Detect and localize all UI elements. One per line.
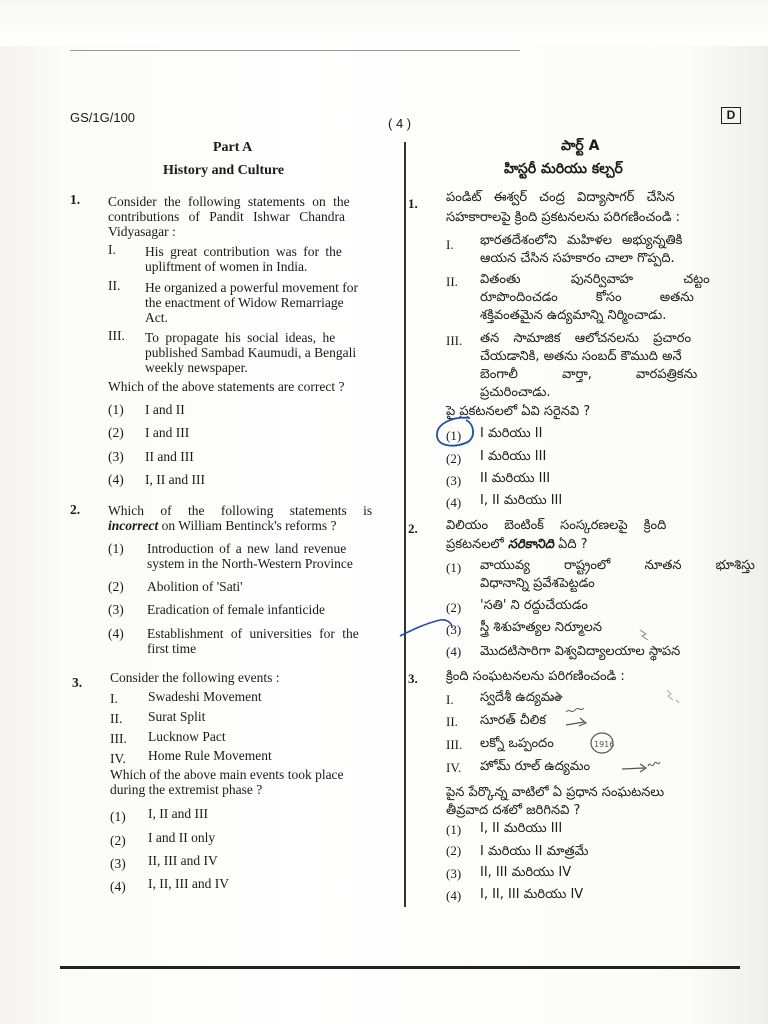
question-prompt: తీవ్రవాద దశలో జరిగినవి ? (446, 803, 581, 818)
emphasis-word: సరికానిది (507, 537, 554, 552)
event-number: I. (110, 691, 118, 706)
part-title: పార్ట్ A (561, 138, 600, 154)
option-number: (4) (110, 879, 126, 894)
option-number: (2) (108, 579, 124, 594)
statement-text: రూపొందించడం కోసం అతను (480, 290, 694, 305)
event-number: III. (446, 737, 463, 752)
question-number: 2. (408, 521, 418, 536)
option-number: (4) (446, 644, 462, 659)
option-number: (3) (446, 473, 462, 488)
pencil-scribble-mark (648, 762, 660, 766)
option-text: I and II (145, 402, 185, 417)
option-text: I, II and III (148, 806, 208, 821)
option-text: II మరియు III (480, 471, 551, 486)
option-number: (2) (446, 451, 462, 466)
question-text: Consider the following events : (110, 670, 280, 685)
question-prompt: Which of the above statements are correct ? (108, 379, 345, 394)
option-text: first time (147, 641, 197, 656)
pencil-scribble-mark (566, 708, 584, 712)
statement-text: the enactment of Widow Remarriage (145, 295, 344, 310)
question-text: విలియం బెంటింక్ సంస్కరణలపై క్రింది (446, 518, 667, 533)
question-number: 1. (70, 192, 81, 207)
option-number: (1) (110, 809, 126, 824)
option-number: (4) (108, 626, 124, 641)
option-number: (3) (446, 622, 462, 637)
question-prompt: Which of the above main events took place (110, 767, 344, 782)
set-label-box: D (721, 107, 741, 124)
statement-text: upliftment of women in India. (145, 259, 308, 274)
question-text: క్రింది సంఘటనలను పరిగణించండి : (446, 669, 625, 684)
statement-text: weekly newspaper. (145, 360, 248, 375)
option-text: స్త్రీ శిశుహత్యల నిర్మూలన (480, 620, 603, 635)
option-number: (2) (446, 600, 462, 615)
question-text: Consider the following statements on the (108, 194, 350, 209)
option-number: (1) (446, 822, 462, 837)
emphasis-word: incorrect (108, 518, 159, 533)
answer-tick-mark (400, 620, 452, 636)
question-text: సహకారాలపై క్రింది ప్రకటనలను పరిగణించండి : (446, 210, 681, 225)
section-title: History and Culture (163, 163, 285, 178)
option-text: Abolition of 'Sati' (147, 579, 243, 594)
question-prompt: during the extremist phase ? (110, 782, 263, 797)
statement-text: తన సామాజిక ఆలోచనలను ప్రచారం (480, 331, 692, 346)
page-number: ( 4 ) (388, 116, 412, 131)
statement-text: ప్రచురించాడు. (480, 385, 551, 400)
option-text: II, III మరియు IV (480, 865, 572, 880)
option-text: మొదటిసారిగా విశ్వవిద్యాలయాల స్థాపన (480, 644, 681, 659)
bottom-rule (60, 966, 740, 969)
question-text: పండిట్ ఈశ్వర్ చంద్ర విద్యాసాగర్ చేసిన (446, 190, 675, 205)
question-number: 1. (408, 196, 418, 211)
part-title: Part A (213, 140, 253, 155)
question-text: ఏది ? (553, 537, 588, 552)
option-number: (4) (446, 495, 462, 510)
statement-text: To propagate his social ideas, he (145, 330, 336, 345)
event-text: Surat Split (148, 709, 206, 724)
section-title: హిస్టరీ మరియు కల్చర్ (504, 161, 623, 177)
option-text: I మరియు III (480, 449, 547, 464)
option-text: I, II, III and IV (148, 876, 229, 891)
option-text: I, II and III (145, 472, 205, 487)
question-number: 3. (72, 675, 83, 690)
event-text: హోమ్ రూల్ ఉద్యమం (480, 759, 591, 774)
event-number: II. (446, 714, 458, 729)
option-number: (2) (108, 425, 124, 440)
option-number: (4) (108, 472, 124, 487)
statement-number: I. (108, 242, 116, 257)
option-number: (1) (446, 560, 462, 575)
event-text: Swadeshi Movement (148, 689, 262, 704)
event-number: II. (110, 711, 123, 726)
event-number: IV. (110, 751, 126, 766)
statement-text: His great contribution was for the (145, 244, 342, 259)
statement-text: He organized a powerful movement for (145, 280, 359, 295)
statement-text: భారతదేశంలోని మహిళల అభ్యున్నతికి (480, 233, 683, 248)
statement-number: III. (108, 328, 125, 343)
statement-number: I. (446, 237, 454, 252)
statement-number: III. (446, 333, 463, 348)
option-text: వాయువ్య రాష్ట్రంలో నూతన భూశిస్తు (480, 558, 755, 573)
statement-text: published Sambad Kaumudi, a Bengali (145, 345, 357, 360)
option-text: 'సతి' ని రద్దుచేయడం (480, 598, 588, 613)
option-text: I, II, III మరియు IV (480, 887, 584, 902)
event-text: లక్నో ఒప్పందం (480, 736, 554, 751)
pencil-scribble-mark (667, 690, 679, 703)
option-text: I మరియు II మాత్రమే (480, 844, 589, 859)
statement-text: బెంగాలీ వార్తా, వారపత్రికను (480, 367, 698, 382)
handwritten-year-note: 1916 (594, 740, 615, 749)
option-text: I, II మరియు III (480, 493, 563, 508)
question-text: Which of the following statements is (108, 503, 373, 518)
question-text: ప్రకటనలలో (446, 537, 508, 552)
option-text: II, III and IV (148, 853, 218, 868)
option-number: (3) (110, 856, 126, 871)
option-text: Establishment of universities for the (147, 626, 359, 641)
statement-text: శక్తివంతమైన ఉద్యమాన్ని నిర్మించాడు. (480, 308, 667, 323)
event-text: స్వదేశీ ఉద్యమం (480, 690, 562, 705)
question-number: 2. (70, 502, 81, 517)
pencil-arrow-mark (566, 718, 586, 726)
option-number: (1) (108, 402, 124, 417)
option-text: Introduction of a new land revenue (147, 541, 347, 556)
event-text: సూరత్ చీలిక (480, 713, 547, 728)
option-number: (1) (446, 428, 462, 443)
statement-text: ఆయన చేసిన సహకారం చాలా గొప్పది. (480, 251, 675, 266)
question-text: contributions of Pandit Ishwar Chandra (108, 209, 345, 224)
option-text: Eradication of female infanticide (147, 602, 326, 617)
statement-text: వితంతు పునర్వివాహ చట్టం (480, 272, 710, 287)
event-number: III. (110, 731, 127, 746)
pencil-scribble-mark (640, 630, 648, 640)
option-number: (3) (108, 602, 124, 617)
event-number: IV. (446, 760, 462, 775)
statement-number: II. (108, 278, 121, 293)
option-text: విధానాన్ని ప్రవేశపెట్టడం (480, 576, 595, 591)
option-text: I, II మరియు III (480, 821, 563, 836)
question-prompt: పై ప్రకటనలలో ఏవి సరైనవి ? (446, 404, 591, 419)
event-text: Lucknow Pact (148, 729, 226, 744)
question-text: on William Bentinck's reforms ? (158, 518, 337, 533)
question-prompt: పైన పేర్కొన్న వాటిలో ఏ ప్రధాన సంఘటనలు (446, 785, 665, 800)
statement-text: చేయడానికి, అతను సంబద్ కౌముది అనే (480, 349, 682, 364)
event-number: I. (446, 692, 454, 707)
option-text: system in the North-Western Province (147, 556, 353, 571)
option-number: (2) (446, 843, 462, 858)
question-text: Vidyasagar : (108, 224, 176, 239)
statement-text: Act. (145, 310, 168, 325)
pencil-arrow-mark (622, 764, 646, 772)
answer-circle-mark (437, 418, 473, 446)
statement-number: II. (446, 274, 458, 289)
option-number: (3) (446, 866, 462, 881)
question-number: 3. (408, 671, 418, 686)
option-text: I and II only (148, 830, 216, 845)
pencil-arrow-mark (548, 692, 562, 700)
option-number: (2) (110, 833, 126, 848)
option-text: I and III (145, 425, 190, 440)
option-text: I మరియు II (480, 426, 543, 441)
option-number: (3) (108, 449, 124, 464)
paper-code: GS/1G/100 (70, 110, 136, 125)
event-text: Home Rule Movement (148, 748, 272, 763)
option-text: II and III (145, 449, 194, 464)
option-number: (1) (108, 541, 124, 556)
option-number: (4) (446, 888, 462, 903)
